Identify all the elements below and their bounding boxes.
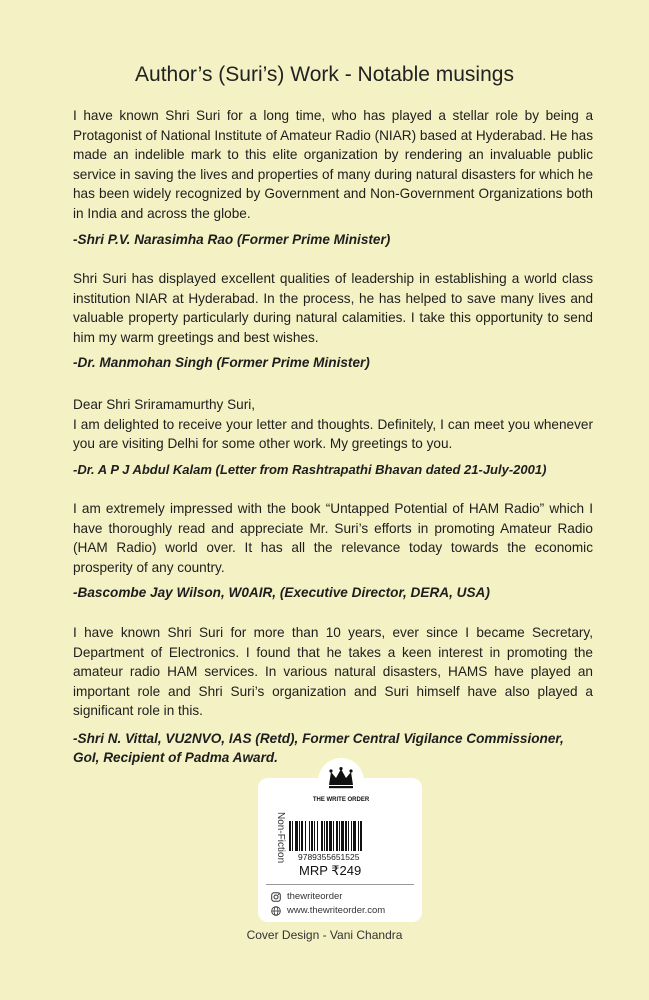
testimonial-attribution: -Shri P.V. Narasimha Rao (Former Prime Minister): [73, 231, 391, 247]
mrp-price: MRP ₹249: [299, 863, 362, 878]
barcode: [287, 821, 400, 851]
testimonial-text: I have known Shri Suri for more than 10 years, ever since I became Secretary, Department of Electronics. I found that he takes a keen interest in promoting the amateur radio HAM services. In various natural disasters, HAMS have played an important role and Shri Suri’s organization and Suri himself have also played a significant role in this.: [73, 625, 593, 719]
testimonial-text: I have known Shri Suri for a long time, who has played a stellar role by being a Protagonist of National Institute of Amateur Radio (NIAR) based at Hyderabad. He has made an indelible mark to this elite organization by rendering an invaluable public service in saving the lives and properties of many during natural disasters for which he has been widely recognized by Government and Non-Government Organizations both in India and across the globe.: [73, 108, 593, 221]
testimonial-manmohan-singh: [73, 269, 593, 372]
testimonial-attribution: -Bascombe Jay Wilson, W0AIR, (Executive Director, DERA, USA): [73, 585, 490, 601]
testimonial-narasimha-rao: [73, 106, 593, 249]
testimonial-abdul-kalam: [73, 395, 593, 479]
testimonial-text: I am delighted to receive your letter and thoughts. Definitely, I can meet you whenever you are visiting Delhi for some other work. My greetings to you.: [73, 416, 593, 452]
testimonial-attribution: -Dr. A P J Abdul Kalam (Letter from Rashtrapathi Bhavan dated 21-July-2001): [73, 461, 547, 477]
testimonial-attribution: -Shri N. Vittal, VU2NVO, IAS (Retd), Former Central Vigilance Commissioner, GoI, Recipient of Padma Award.: [73, 730, 564, 765]
website-link: [271, 905, 385, 916]
instagram-text: thewriteorder: [287, 891, 343, 902]
testimonial-attribution: -Dr. Manmohan Singh (Former Prime Minister): [73, 355, 370, 371]
testimonial-text: Shri Suri has displayed excellent qualities of leadership in establishing a world class institution NIAR at Hyderabad. In the process, he has helped to save many lives and valuable property particularly during natural calamities. I take this opportunity to send him my warm greetings and best wishes.: [73, 271, 593, 345]
testimonial-text: I am extremely impressed with the book “Untapped Potential of HAM Radio” which I have thoroughly read and appreciate Mr. Suri’s efforts in promoting Amateur Radio (HAM Radio) world over. It has all the relevance today towards the economic prosperity of any country.: [73, 501, 593, 575]
isbn-number: 9789355651525: [298, 852, 360, 862]
testimonial-salutation: Dear Shri Sriramamurthy Suri,: [73, 397, 256, 412]
label-divider: [266, 884, 414, 885]
instagram-icon: [271, 892, 281, 902]
genre-label: Non-Fiction: [275, 812, 286, 864]
publisher-name: THE WRITE ORDER: [312, 797, 370, 803]
instagram-handle: [271, 891, 342, 902]
testimonial-vittal: [73, 623, 593, 767]
globe-icon: [271, 906, 281, 916]
crown-logo-icon: [327, 767, 355, 789]
website-text: www.thewriteorder.com: [287, 905, 386, 916]
cover-design-credit: Cover Design - Vani Chandra: [246, 928, 403, 942]
testimonial-bascombe-wilson: [73, 499, 593, 602]
page-title: Author’s (Suri’s) Work - Notable musings: [135, 63, 514, 86]
